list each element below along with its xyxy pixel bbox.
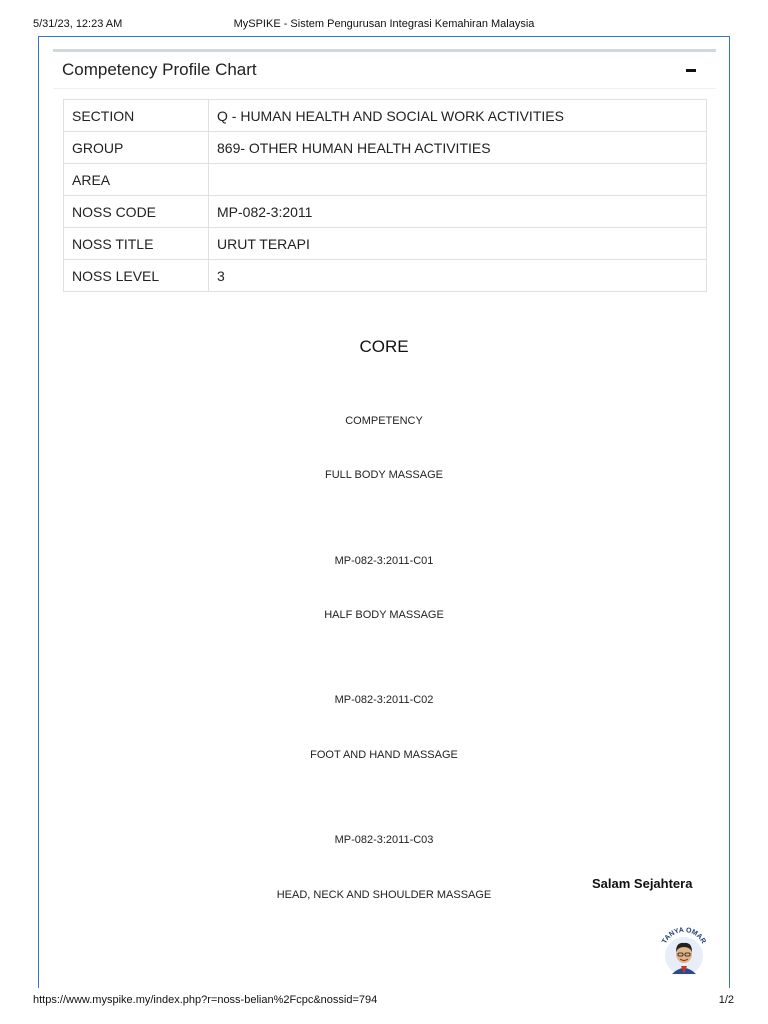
collapse-button[interactable]: [682, 60, 702, 80]
noss-title-label: NOSS TITLE: [64, 228, 209, 260]
table-row: [64, 228, 707, 260]
competency-title[interactable]: FULL BODY MASSAGE: [325, 469, 443, 481]
chat-avatar-button[interactable]: [656, 922, 712, 978]
competency-column-label: COMPETENCY: [345, 415, 423, 427]
area-value: [209, 164, 707, 196]
table-row: [64, 132, 707, 164]
group-label: GROUP: [64, 132, 209, 164]
noss-code-label: NOSS CODE: [64, 196, 209, 228]
section-label: SECTION: [64, 100, 209, 132]
competency-title[interactable]: HALF BODY MASSAGE: [324, 609, 444, 621]
chat-greeting[interactable]: Salam Sejahtera: [592, 876, 693, 891]
table-row: [64, 260, 707, 292]
table-row: [64, 100, 707, 132]
competency-code: MP-082-3:2011-C01: [334, 555, 434, 567]
noss-code-value: MP-082-3:2011: [209, 196, 707, 228]
panel-title: Competency Profile Chart: [62, 60, 257, 79]
competency-title[interactable]: FOOT AND HAND MASSAGE: [310, 749, 458, 761]
competency-code: MP-082-3:2011-C02: [334, 694, 434, 706]
svg-text:TANYA OMAR: TANYA OMAR: [661, 926, 707, 945]
minus-icon: [686, 69, 696, 72]
avatar-icon: [656, 922, 712, 978]
table-row: [64, 164, 707, 196]
competency-title[interactable]: HEAD, NECK AND SHOULDER MASSAGE: [276, 889, 492, 901]
print-header: [0, 14, 768, 32]
print-datetime: 5/31/23, 12:23 AM: [33, 18, 123, 30]
panel-header: [53, 52, 716, 89]
print-page-title: MySPIKE - Sistem Pengurusan Integrasi Kemahiran Malaysia: [233, 18, 535, 30]
core-heading: CORE: [359, 337, 409, 356]
print-page-indicator: 1/2: [718, 994, 734, 1006]
noss-level-value: 3: [209, 260, 707, 292]
noss-level-label: NOSS LEVEL: [64, 260, 209, 292]
section-value: Q - HUMAN HEALTH AND SOCIAL WORK ACTIVITIES: [209, 100, 707, 132]
group-value: 869- OTHER HUMAN HEALTH ACTIVITIES: [209, 132, 707, 164]
print-footer: [0, 990, 768, 1008]
competency-code: MP-082-3:2011-C03: [334, 834, 434, 846]
area-label: AREA: [64, 164, 209, 196]
noss-info-table: [63, 99, 707, 292]
table-row: [64, 196, 707, 228]
noss-title-value: URUT TERAPI: [209, 228, 707, 260]
print-url: https://www.myspike.my/index.php?r=noss-belian%2Fcpc&nossid=794: [33, 994, 378, 1006]
